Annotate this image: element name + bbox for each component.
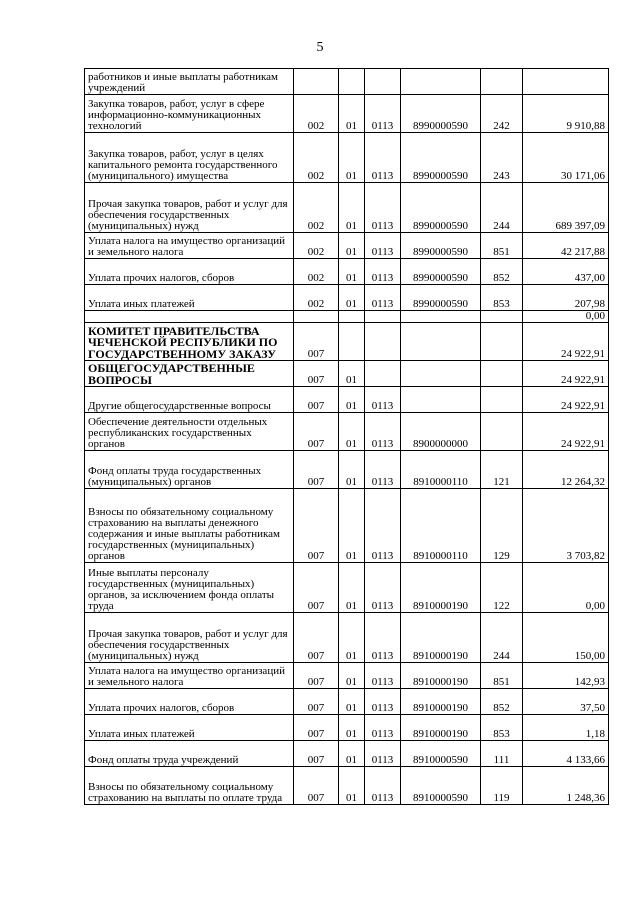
row-name: Уплата прочих налогов, сборов	[85, 259, 294, 285]
row-section-code: 01	[339, 133, 365, 183]
row-section-code: 01	[339, 285, 365, 311]
row-subsection-code: 0113	[365, 95, 401, 133]
row-amount: 4 133,66	[523, 741, 609, 767]
row-expense-type: 129	[481, 489, 523, 563]
row-ministry-code: 007	[294, 613, 339, 663]
row-section-code: 01	[339, 233, 365, 259]
budget-table	[84, 68, 609, 805]
row-section-code: 01	[339, 413, 365, 451]
row-amount: 689 397,09	[523, 183, 609, 233]
row-target-article: 8910000110	[401, 489, 481, 563]
row-target-article: 8910000190	[401, 689, 481, 715]
row-subsection-code	[365, 323, 401, 361]
row-subsection-code: 0113	[365, 285, 401, 311]
row-ministry-code: 007	[294, 689, 339, 715]
row-subsection-code: 0113	[365, 663, 401, 689]
row-ministry-code: 007	[294, 563, 339, 613]
row-name: Фонд оплаты труда государственных (муниципальных) органов	[85, 451, 294, 489]
row-expense-type	[481, 387, 523, 413]
row-name: Взносы по обязательному социальному страхованию на выплаты по оплате труда	[85, 767, 294, 805]
row-ministry-code: 007	[294, 413, 339, 451]
row-subsection-code: 0113	[365, 767, 401, 805]
row-expense-type: 244	[481, 183, 523, 233]
row-expense-type: 111	[481, 741, 523, 767]
row-target-article: 8990000590	[401, 285, 481, 311]
row-name: Уплата налога на имущество организаций и земельного налога	[85, 233, 294, 259]
row-name: Закупка товаров, работ, услуг в целях капитального ремонта государственного (муниципального) имущества	[85, 133, 294, 183]
row-amount	[523, 69, 609, 95]
row-amount: 24 922,91	[523, 413, 609, 451]
table-row	[85, 663, 609, 689]
table-row	[85, 387, 609, 413]
row-expense-type: 242	[481, 95, 523, 133]
row-amount: 24 922,91	[523, 387, 609, 413]
row-section-code: 01	[339, 451, 365, 489]
row-name: Уплата налога на имущество организаций и земельного налога	[85, 663, 294, 689]
row-target-article: 8900000000	[401, 413, 481, 451]
row-subsection-code: 0113	[365, 563, 401, 613]
row-name: Обеспечение деятельности отдельных республиканских государственных органов	[85, 413, 294, 451]
table-row	[85, 715, 609, 741]
row-section-code	[339, 69, 365, 95]
table-row	[85, 489, 609, 563]
row-target-article: 8910000590	[401, 767, 481, 805]
row-name: Фонд оплаты труда учреждений	[85, 741, 294, 767]
row-subsection-code	[365, 311, 401, 323]
row-subsection-code: 0113	[365, 489, 401, 563]
row-ministry-code: 007	[294, 767, 339, 805]
row-target-article: 8910000190	[401, 563, 481, 613]
row-name: Уплата прочих налогов, сборов	[85, 689, 294, 715]
row-amount: 0,00	[523, 311, 609, 323]
row-ministry-code	[294, 311, 339, 323]
row-section-code: 01	[339, 387, 365, 413]
row-name: работников и иные выплаты работникам учреждений	[85, 69, 294, 95]
row-section-code: 01	[339, 183, 365, 233]
row-ministry-code: 007	[294, 387, 339, 413]
row-section-code: 01	[339, 767, 365, 805]
row-ministry-code: 007	[294, 741, 339, 767]
row-section-code: 01	[339, 259, 365, 285]
row-subsection-code: 0113	[365, 613, 401, 663]
row-ministry-code	[294, 69, 339, 95]
row-ministry-code: 007	[294, 663, 339, 689]
row-name: Закупка товаров, работ, услуг в сфере информационно-коммуникационных технологий	[85, 95, 294, 133]
budget-table-body	[85, 69, 609, 805]
table-row	[85, 361, 609, 387]
row-ministry-code: 002	[294, 183, 339, 233]
table-row	[85, 451, 609, 489]
row-section-code: 01	[339, 95, 365, 133]
row-amount: 30 171,06	[523, 133, 609, 183]
row-amount: 12 264,32	[523, 451, 609, 489]
row-subsection-code	[365, 361, 401, 387]
table-row	[85, 233, 609, 259]
row-ministry-code: 002	[294, 95, 339, 133]
row-target-article: 8910000590	[401, 741, 481, 767]
row-name: Взносы по обязательному социальному страхованию на выплаты денежного содержания и иные выплаты работникам государственных (муниципальных) органов	[85, 489, 294, 563]
row-amount: 207,98	[523, 285, 609, 311]
row-section-code: 01	[339, 613, 365, 663]
row-target-article	[401, 387, 481, 413]
row-name: Уплата иных платежей	[85, 715, 294, 741]
row-subsection-code: 0113	[365, 183, 401, 233]
row-name: ОБЩЕГОСУДАРСТВЕННЫЕ ВОПРОСЫ	[85, 361, 294, 387]
row-ministry-code: 007	[294, 323, 339, 361]
row-subsection-code: 0113	[365, 233, 401, 259]
row-name: Другие общегосударственные вопросы	[85, 387, 294, 413]
row-expense-type	[481, 413, 523, 451]
row-ministry-code: 002	[294, 259, 339, 285]
row-amount: 3 703,82	[523, 489, 609, 563]
page-number: 5	[316, 40, 324, 55]
row-subsection-code: 0113	[365, 413, 401, 451]
row-expense-type: 243	[481, 133, 523, 183]
row-target-article	[401, 361, 481, 387]
row-target-article: 8990000590	[401, 95, 481, 133]
table-row	[85, 259, 609, 285]
row-amount: 1,18	[523, 715, 609, 741]
row-ministry-code: 007	[294, 451, 339, 489]
row-ministry-code: 002	[294, 285, 339, 311]
row-ministry-code: 007	[294, 361, 339, 387]
row-ministry-code: 007	[294, 489, 339, 563]
row-expense-type: 851	[481, 233, 523, 259]
table-row	[85, 133, 609, 183]
row-expense-type: 119	[481, 767, 523, 805]
row-amount: 1 248,36	[523, 767, 609, 805]
table-row	[85, 613, 609, 663]
row-target-article: 8910000190	[401, 613, 481, 663]
row-target-article: 8910000190	[401, 715, 481, 741]
table-row	[85, 311, 609, 323]
row-expense-type: 853	[481, 715, 523, 741]
row-target-article	[401, 323, 481, 361]
row-expense-type	[481, 323, 523, 361]
table-row	[85, 563, 609, 613]
row-target-article: 8990000590	[401, 259, 481, 285]
row-subsection-code: 0113	[365, 133, 401, 183]
row-expense-type: 121	[481, 451, 523, 489]
row-target-article: 8910000110	[401, 451, 481, 489]
row-name: Прочая закупка товаров, работ и услуг для обеспечения государственных (муниципальных) нужд	[85, 613, 294, 663]
row-amount: 150,00	[523, 613, 609, 663]
row-expense-type	[481, 69, 523, 95]
row-target-article	[401, 311, 481, 323]
row-ministry-code: 002	[294, 233, 339, 259]
row-amount: 24 922,91	[523, 361, 609, 387]
row-expense-type: 853	[481, 285, 523, 311]
row-amount: 37,50	[523, 689, 609, 715]
row-name: КОМИТЕТ ПРАВИТЕЛЬСТВА ЧЕЧЕНСКОЙ РЕСПУБЛИКИ ПО ГОСУДАРСТВЕННОМУ ЗАКАЗУ	[85, 323, 294, 361]
row-section-code: 01	[339, 689, 365, 715]
row-name: Прочая закупка товаров, работ и услуг для обеспечения государственных (муниципальных) нужд	[85, 183, 294, 233]
table-row	[85, 95, 609, 133]
row-subsection-code: 0113	[365, 715, 401, 741]
table-row	[85, 741, 609, 767]
row-target-article: 8990000590	[401, 183, 481, 233]
table-row	[85, 413, 609, 451]
row-section-code	[339, 311, 365, 323]
row-subsection-code: 0113	[365, 741, 401, 767]
row-ministry-code: 007	[294, 715, 339, 741]
row-subsection-code: 0113	[365, 259, 401, 285]
row-name	[85, 311, 294, 323]
row-subsection-code: 0113	[365, 387, 401, 413]
row-expense-type: 122	[481, 563, 523, 613]
row-subsection-code	[365, 69, 401, 95]
row-name: Иные выплаты персоналу государственных (муниципальных) органов, за исключением фонда оплаты труда	[85, 563, 294, 613]
row-target-article: 8990000590	[401, 133, 481, 183]
row-target-article: 8990000590	[401, 233, 481, 259]
row-expense-type: 852	[481, 259, 523, 285]
table-row	[85, 767, 609, 805]
row-section-code: 01	[339, 489, 365, 563]
row-section-code	[339, 323, 365, 361]
row-expense-type	[481, 361, 523, 387]
table-row	[85, 69, 609, 95]
row-target-article	[401, 69, 481, 95]
row-expense-type: 852	[481, 689, 523, 715]
table-row	[85, 183, 609, 233]
row-amount: 24 922,91	[523, 323, 609, 361]
row-target-article: 8910000190	[401, 663, 481, 689]
row-amount: 0,00	[523, 563, 609, 613]
row-name: Уплата иных платежей	[85, 285, 294, 311]
row-section-code: 01	[339, 741, 365, 767]
row-section-code: 01	[339, 663, 365, 689]
table-row	[85, 689, 609, 715]
row-subsection-code: 0113	[365, 451, 401, 489]
row-amount: 142,93	[523, 663, 609, 689]
row-amount: 437,00	[523, 259, 609, 285]
row-amount: 9 910,88	[523, 95, 609, 133]
row-expense-type	[481, 311, 523, 323]
row-amount: 42 217,88	[523, 233, 609, 259]
row-section-code: 01	[339, 715, 365, 741]
row-ministry-code: 002	[294, 133, 339, 183]
row-section-code: 01	[339, 361, 365, 387]
table-row	[85, 323, 609, 361]
row-expense-type: 244	[481, 613, 523, 663]
row-expense-type: 851	[481, 663, 523, 689]
row-section-code: 01	[339, 563, 365, 613]
table-row	[85, 285, 609, 311]
row-subsection-code: 0113	[365, 689, 401, 715]
